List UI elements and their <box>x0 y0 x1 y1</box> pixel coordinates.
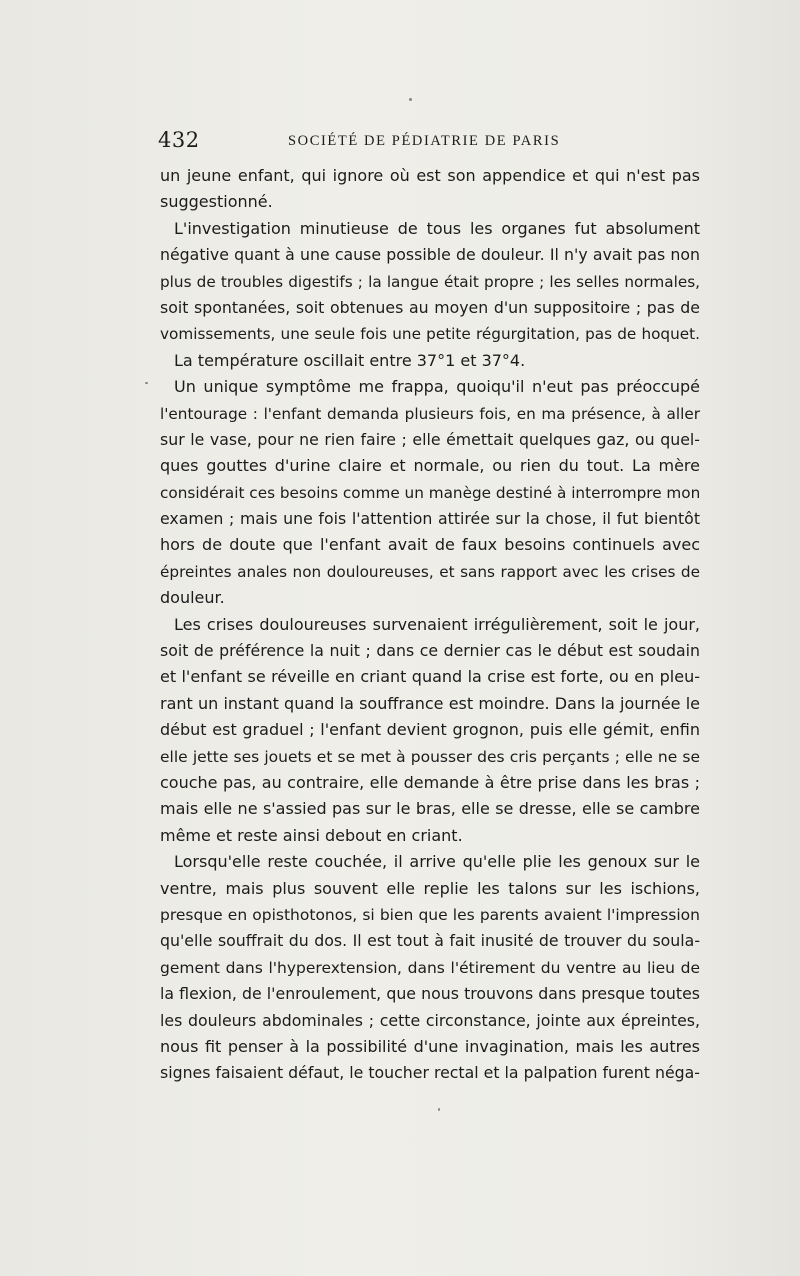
text-line: négative quant à une cause possible de douleur. Il n'y avait pas non <box>160 245 700 265</box>
page-header <box>158 128 698 158</box>
text-line: gement dans l'hyperextension, dans l'étirement du ventre au lieu de <box>160 958 700 977</box>
text-line: hors de doute que l'enfant avait de faux besoins continuels avec <box>160 535 700 555</box>
running-title: SOCIÉTÉ DE PÉDIATRIE DE PARIS <box>288 133 561 149</box>
text-line: elle jette ses jouets et se met à pousser des cris perçants ; elle ne se <box>160 747 700 766</box>
ink-speck <box>438 1108 440 1111</box>
text-line: la flexion, de l'enroulement, que nous trouvons dans presque toutes <box>160 984 700 1004</box>
text-line: épreintes anales non douloureuses, et sans rapport avec les crises de <box>160 562 700 581</box>
text-line: La température oscillait entre 37°1 et 37°4. <box>174 350 526 370</box>
text-line: couche pas, au contraire, elle demande à être prise dans les bras ; <box>160 772 700 792</box>
text-line: rant un instant quand la souffrance est moindre. Dans la journée le <box>160 693 700 713</box>
text-line: ques gouttes d'urine claire et normale, ou rien du tout. La mère <box>160 456 700 476</box>
text-line: mais elle ne s'assied pas sur le bras, elle se dresse, elle se cambre <box>160 799 700 819</box>
text-line: Les crises douloureuses survenaient irrégulièrement, soit le jour, <box>174 614 700 634</box>
ink-speck <box>145 382 148 384</box>
text-line: signes faisaient défaut, le toucher rectal et la palpation furent néga- <box>160 1063 700 1083</box>
ink-speck <box>409 98 412 101</box>
text-line: qu'elle souffrait du dos. Il est tout à fait inusité de trouver du soula- <box>160 931 700 951</box>
text-line: et l'enfant se réveille en criant quand la crise est forte, ou en pleu- <box>160 667 700 687</box>
text-line: presque en opisthotonos, si bien que les parents avaient l'impression <box>160 905 700 924</box>
text-line: même et reste ainsi debout en criant. <box>160 825 463 845</box>
text-line: ventre, mais plus souvent elle replie les talons sur les ischions, <box>160 878 700 898</box>
text-line: plus de troubles digestifs ; la langue était propre ; les selles normales, <box>160 272 700 291</box>
text-line: douleur. <box>160 588 225 608</box>
body-text <box>160 163 700 1087</box>
text-line: L'investigation minutieuse de tous les organes fut absolument <box>174 218 700 238</box>
text-line: vomissements, une seule fois une petite régurgitation, pas de hoquet. <box>160 325 700 344</box>
text-line: soit de préférence la nuit ; dans ce dernier cas le début est soudain <box>160 641 700 661</box>
text-line: Un unique symptôme me frappa, quoiqu'il n'eut pas préoccupé <box>174 377 700 397</box>
text-line: un jeune enfant, qui ignore où est son appendice et qui n'est pas <box>160 166 700 185</box>
text-line: examen ; mais une fois l'attention attirée sur la chose, il fut bientôt <box>160 509 700 529</box>
text-line: l'entourage : l'enfant demanda plusieurs fois, en ma présence, à aller <box>160 404 700 423</box>
text-line: sur le vase, pour ne rien faire ; elle émettait quelques gaz, ou quel- <box>160 429 700 449</box>
text-line: considérait ces besoins comme un manège destiné à interrompre mon <box>160 483 701 502</box>
page-number: 432 <box>158 128 200 152</box>
text-line: soit spontanées, soit obtenues au moyen d'un suppositoire ; pas de <box>160 297 700 317</box>
text-line: suggestionné. <box>160 192 273 212</box>
text-line: nous fit penser à la possibilité d'une invagination, mais les autres <box>160 1036 700 1056</box>
text-line: les douleurs abdominales ; cette circonstance, jointe aux épreintes, <box>160 1010 700 1030</box>
text-line: Lorsqu'elle reste couchée, il arrive qu'elle plie les genoux sur le <box>174 852 700 872</box>
text-line: début est graduel ; l'enfant devient grognon, puis elle gémit, enfin <box>160 720 700 740</box>
